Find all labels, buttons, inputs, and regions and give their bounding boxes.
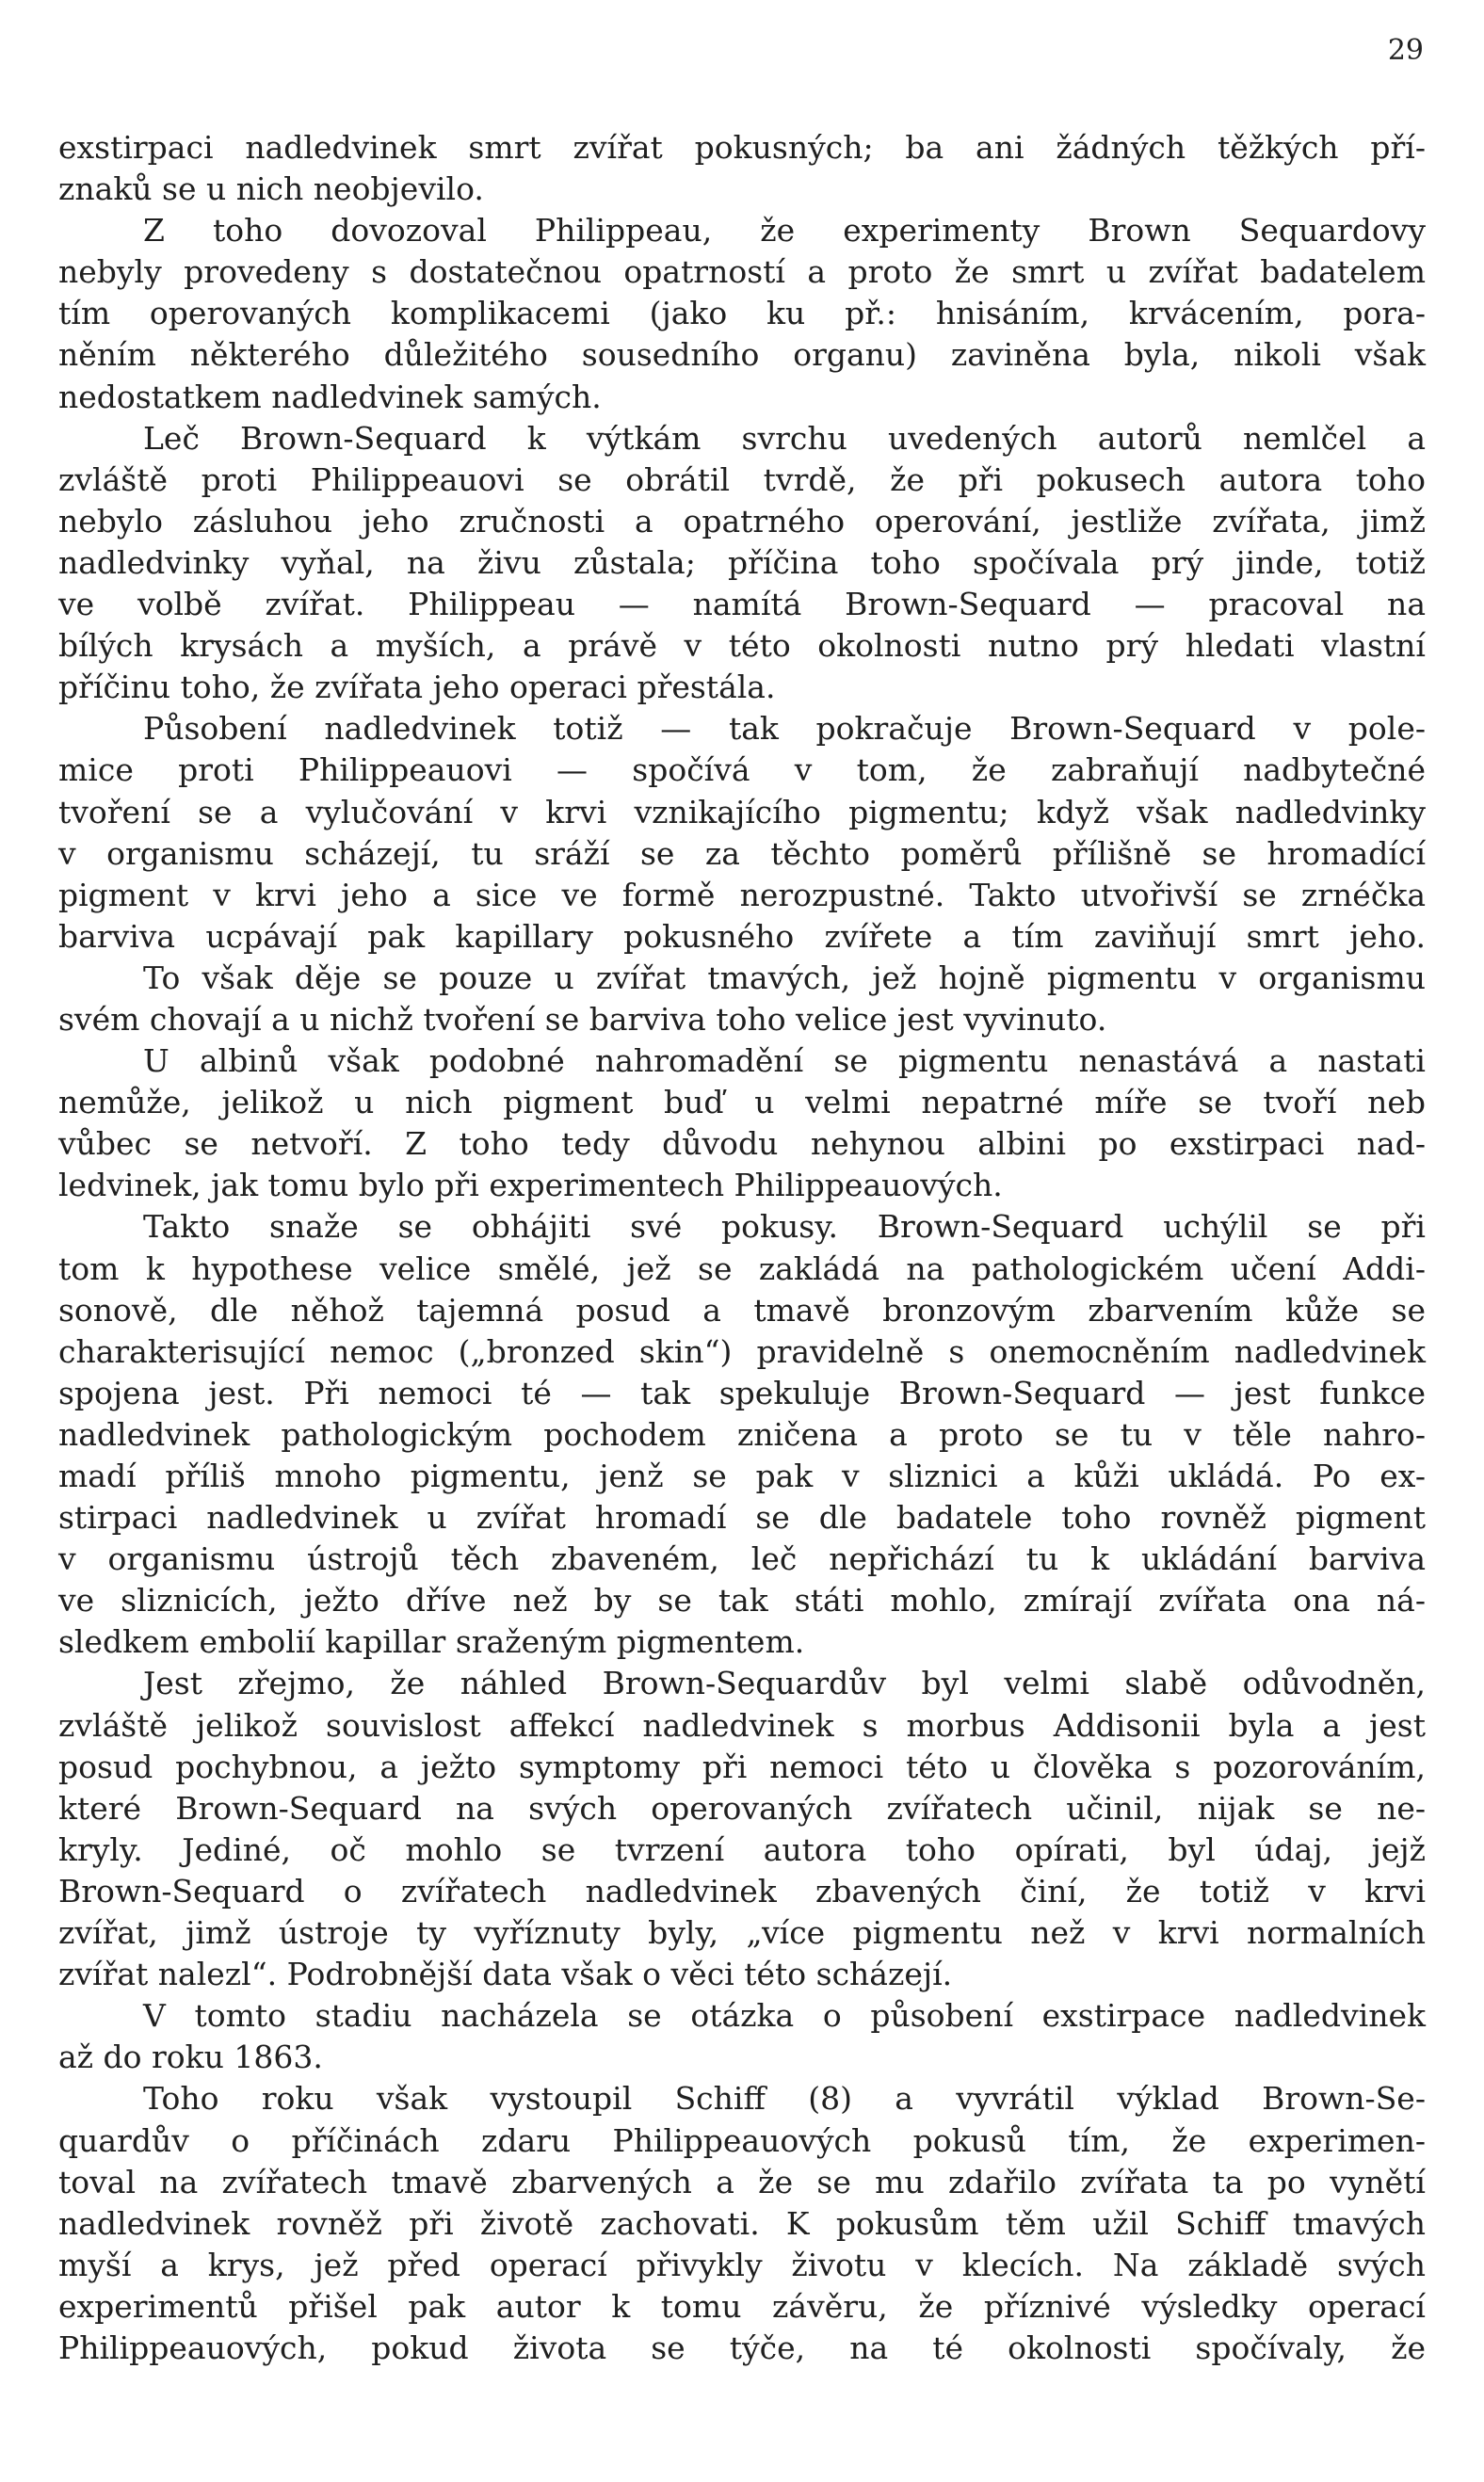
text-line: ledvinek, jak tomu bylo při experimentech Philippeauových.	[58, 1167, 1003, 1204]
text-line: charakterisující nemoc („bronzed skin“) pravidelně s onemocněním nadledvinek	[58, 1332, 1426, 1370]
text-line: nadledvinky vyňal, na živu zůstala; příčina toho spočívala prý jinde, totiž	[58, 543, 1426, 581]
text-line: posud pochybnou, a ježto symptomy při nemoci této u člověka s pozorováním,	[58, 1748, 1426, 1785]
text-line: Takto snaže se obhájiti své pokusy. Brown-Sequard uchýlil se při	[143, 1208, 1426, 1246]
text-line: tvoření se a vylučování v krvi vznikajícího pigmentu; když však nadledvinky	[58, 793, 1426, 830]
text-line: madí příliš mnoho pigmentu, jenž se pak v sliznici a kůži ukládá. Po ex-	[58, 1458, 1426, 1494]
page-number: 29	[1387, 34, 1424, 67]
text-line: Brown-Sequard o zvířatech nadledvinek zbavených činí, že totiž v krvi	[58, 1872, 1426, 1910]
text-line: ve sliznicích, ježto dříve než by se tak státi mohlo, zmírají zvířata ona ná-	[58, 1582, 1426, 1620]
text-line: znaků se u nich neobjevilo.	[58, 170, 484, 208]
text-line: nadledvinek rovněž při životě zachovati. K pokusům těm užil Schiff tmavých	[58, 2204, 1426, 2242]
text-line: v organismu scházejí, tu sráží se za těchto poměrů přílišně se hromadící	[58, 834, 1426, 872]
text-line: quardův o příčinách zdaru Philippeauových pokusů tím, že experimen-	[58, 2121, 1426, 2159]
text-line: sonově, dle něhož tajemná posud a tmavě bronzovým zbarvením kůže se	[58, 1291, 1426, 1329]
text-line: tím operovaných komplikacemi (jako ku př.: hnisáním, krvácením, pora-	[58, 295, 1426, 332]
text-line: až do roku 1863.	[58, 2039, 323, 2076]
text-line: Z toho dovozoval Philippeau, že experimenty Brown Sequardovy	[143, 212, 1426, 250]
text-line: nebylo zásluhou jeho zručnosti a opatrného operování, jestliže zvířata, jimž	[58, 502, 1426, 540]
text-line: Působení nadledvinek totiž — tak pokračuje Brown-Sequard v pole-	[143, 710, 1426, 748]
text-line: vůbec se netvoří. Z toho tedy důvodu nehynou albini po exstirpaci nad-	[58, 1125, 1426, 1163]
text-line: exstirpaci nadledvinek smrt zvířat pokusných; ba ani žádných těžkých pří-	[58, 129, 1426, 166]
text-line: barviva ucpávají pak kapillary pokusného zvířete a tím zaviňují smrt jeho.	[58, 917, 1426, 955]
text-line: Jest zřejmo, že náhled Brown-Sequardův byl velmi slabě odůvodněn,	[143, 1665, 1426, 1702]
text-line: nadledvinek pathologickým pochodem zničena a proto se tu v těle nahro-	[58, 1415, 1426, 1453]
text-line: U albinů však podobné nahromadění se pigmentu nenastává a nastati	[143, 1042, 1426, 1080]
text-line: zvláště jelikož souvislost affekcí nadledvinek s morbus Addisonii byla a jest	[58, 1706, 1426, 1744]
text-line: To však děje se pouze u zvířat tmavých, jež hojně pigmentu v organismu	[143, 959, 1426, 996]
text-line: které Brown-Sequard na svých operovaných zvířatech učinil, nijak se ne-	[58, 1789, 1426, 1827]
text-line: experimentů přišel pak autor k tomu závěru, že příznivé výsledky operací	[58, 2287, 1426, 2325]
text-line: Leč Brown-Sequard k výtkám svrchu uvedených autorů nemlčel a	[143, 419, 1426, 457]
text-line: nebyly provedeny s dostatečnou opatrností a proto že smrt u zvířat badatelem	[58, 253, 1426, 291]
text-line: tom k hypothese velice smělé, jež se zakládá na pathologickém učení Addi-	[58, 1249, 1426, 1287]
text-line: nedostatkem nadledvinek samých.	[58, 378, 602, 415]
text-line: toval na zvířatech tmavě zbarvených a že se mu zdařilo zvířata ta po vynětí	[58, 2163, 1426, 2200]
text-line: Philippeauových, pokud života se týče, na té okolnosti spočívaly, že	[58, 2329, 1426, 2366]
text-line: pigment v krvi jeho a sice ve formě nerozpustné. Takto utvořivší se zrnéčka	[58, 876, 1426, 913]
text-line: zvláště proti Philippeauovi se obrátil tvrdě, že při pokusech autora toho	[58, 460, 1426, 498]
text-line: svém chovají a u nichž tvoření se barviva toho velice jest vyvinuto.	[58, 1000, 1107, 1038]
text-line: myší a krys, jež před operací přivykly životu v klecích. Na základě svých	[58, 2246, 1426, 2283]
text-line: příčinu toho, že zvířata jeho operaci přestála.	[58, 669, 776, 706]
text-line: zvířat nalezl“. Podrobnější data však o věci této scházejí.	[58, 1956, 953, 1993]
text-line: ve volbě zvířat. Philippeau — namítá Brown-Sequard — pracoval na	[58, 586, 1426, 623]
text-line: nemůže, jelikož u nich pigment buď u velmi nepatrné míře se tvoří neb	[58, 1084, 1426, 1121]
text-line: něním některého důležitého sousedního organu) zaviněna byla, nikoli však	[58, 336, 1426, 374]
text-line: Toho roku však vystoupil Schiff (8) a vyvrátil výklad Brown-Se-	[143, 2080, 1426, 2118]
text-line: sledkem embolií kapillar sraženým pigmentem.	[58, 1623, 805, 1661]
text-line: bílých krysách a myších, a právě v této okolnosti nutno prý hledati vlastní	[58, 627, 1426, 665]
text-line: kryly. Jediné, oč mohlo se tvrzení autora toho opírati, byl údaj, jejž	[58, 1830, 1426, 1868]
text-line: stirpaci nadledvinek u zvířat hromadí se dle badatele toho rovněž pigment	[58, 1499, 1426, 1537]
text-line: zvířat, jimž ústroje ty vyříznuty byly, „více pigmentu než v krvi normalních	[58, 1914, 1426, 1952]
body-text	[58, 127, 1426, 2369]
text-line: spojena jest. Při nemoci té — tak spekuluje Brown-Sequard — jest funkce	[58, 1374, 1426, 1411]
text-line: v organismu ústrojů těch zbaveném, leč nepřichází tu k ukládání barviva	[58, 1540, 1426, 1578]
text-line: mice proti Philippeauovi — spočívá v tom, že zabraňují nadbytečné	[58, 751, 1426, 789]
text-line: V tomto stadiu nacházela se otázka o působení exstirpace nadledvinek	[143, 1997, 1426, 2035]
